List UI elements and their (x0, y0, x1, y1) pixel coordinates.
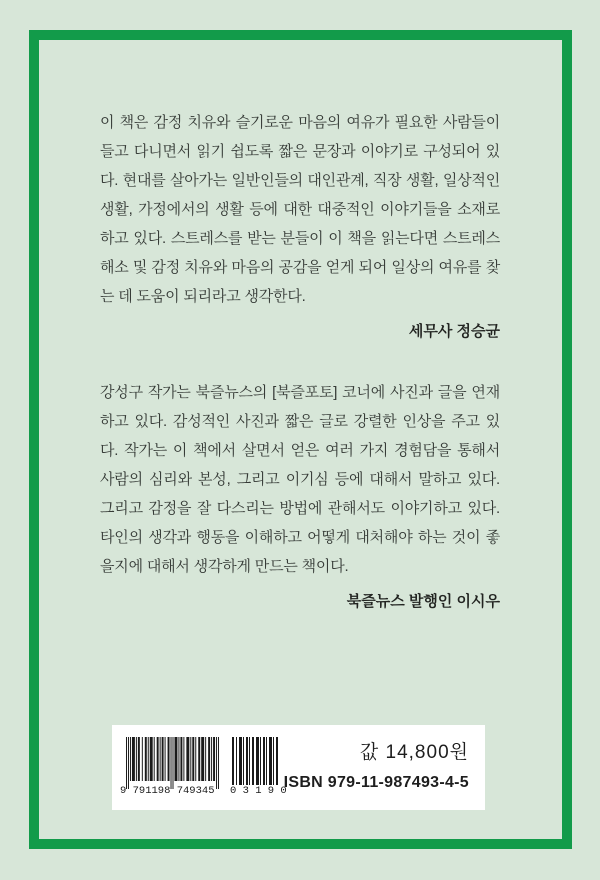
review-2-text: 강성구 작가는 북즐뉴스의 [북즐포토] 코너에 사진과 글을 연재하고 있다. 감성적인 사진과 짧은 글로 강렬한 인상을 주고 있다. 작가는 이 책에서 살면서 얻은 여러 가지 경험담을 통해서 사람의 심리와 본성, 그리고 이기심 등에 대해서 말하고 있다. 그리고 감정을 잘 다스리는 방법에 관해서도 이야기하고 있다. 타인의 생각과 행동을 이해하고 어떻게 대처해야 하는 것이 좋을지에 대해서 생각하게 만드는 책이다. (100, 384, 500, 575)
review-1-text: 이 책은 감정 치유와 슬기로운 마음의 여유가 필요한 사람들이 들고 다니면서 읽기 쉽도록 짧은 문장과 이야기로 구성되어 있다. 현대를 살아가는 일반인들의 대인관계, 직장 생활, 일상적인 생활, 가정에서의 생활 등에 대한 대중적인 이야기들을 소재로 하고 있다. 스트레스를 받는 분들이 이 책을 읽는다면 스트레스 해소 및 감정 치유와 마음의 공감을 얻게 되어 일상의 여유를 찾는 데 도움이 되리라고 생각한다. (100, 114, 500, 305)
barcode-panel (112, 725, 485, 810)
isbn-label: ISBN 979-11-987493-4-5 (283, 774, 469, 791)
barcode-addon-icon (232, 737, 278, 785)
review-2-attribution: 북즐뉴스 발행인 이시우 (346, 593, 500, 610)
barcode-addon-digits: 0 3 1 9 0 (230, 785, 287, 797)
barcode-main-digits: 9 791198 749345 (120, 785, 215, 797)
review-1-attribution: 세무사 정승균 (408, 323, 500, 340)
review-block-2 (100, 378, 500, 616)
price-label: 값 14,800원 (359, 742, 469, 763)
review-block-1 (100, 108, 500, 346)
